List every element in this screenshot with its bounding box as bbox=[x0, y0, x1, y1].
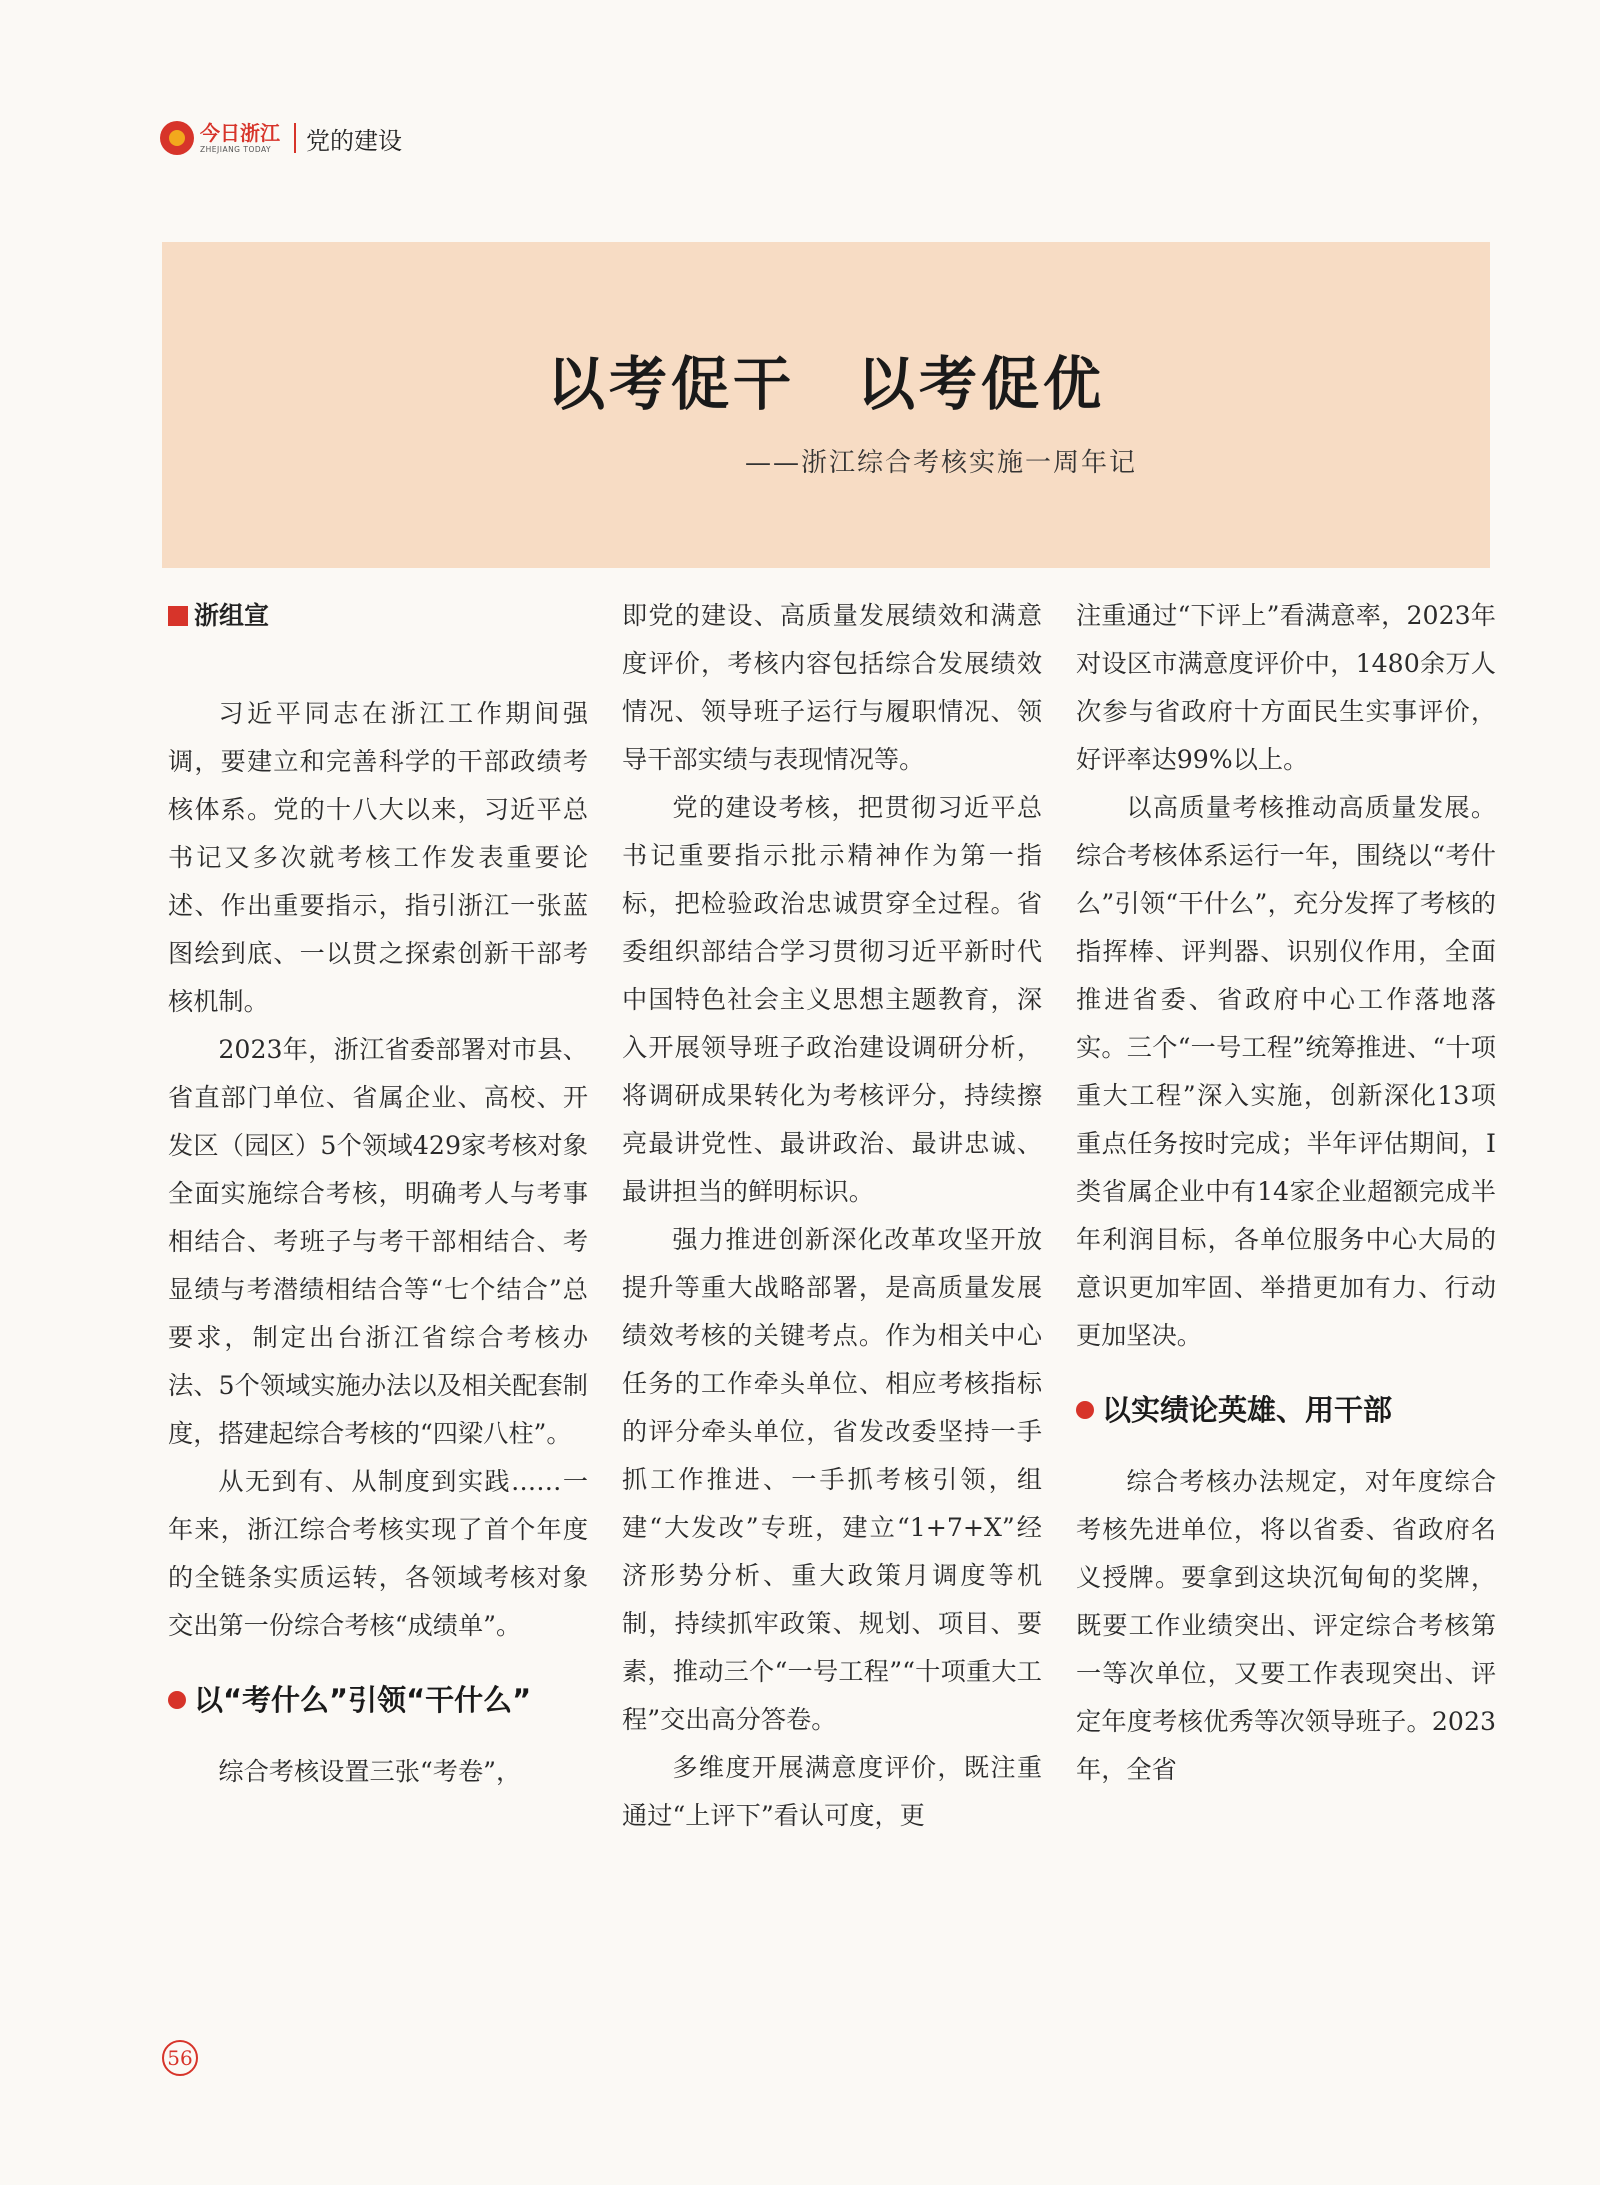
red-square-icon bbox=[168, 606, 188, 626]
paragraph: 2023年，浙江省委部署对市县、省直部门单位、省属企业、高校、开发区（园区）5个领域429家考核对象全面实施综合考核，明确考人与考事相结合、考班子与考干部相结合、考显绩与考潜绩相结合等“七个结合”总要求，制定出台浙江省综合考核办法、5个领域实施办法以及相关配套制度，搭建起综合考核的“四梁八柱”。 bbox=[168, 1035, 588, 1448]
byline bbox=[168, 592, 588, 640]
paragraph: 党的建设考核，把贯彻习近平总书记重要指示批示精神作为第一指标，把检验政治忠诚贯穿全过程。省委组织部结合学习贯彻习近平新时代中国特色社会主义思想主题教育，深入开展领导班子政治建设调研分析，将调研成果转化为考核评分，持续擦亮最讲党性、最讲政治、最讲忠诚、最讲担当的鲜明标识。 bbox=[622, 793, 1042, 1206]
magazine-logo bbox=[160, 121, 280, 155]
header-divider bbox=[294, 123, 296, 153]
byline-text: 浙组宣 bbox=[194, 601, 270, 630]
red-dot-icon bbox=[168, 1691, 186, 1709]
article-subtitle: ——浙江综合考核实施一周年记 bbox=[744, 448, 1137, 478]
paragraph: 即党的建设、高质量发展绩效和满意度评价，考核内容包括综合发展绩效情况、领导班子运行与履职情况、领导干部实绩与表现情况等。 bbox=[622, 601, 1042, 774]
paragraph: 强力推进创新深化改革攻坚开放提升等重大战略部署，是高质量发展绩效考核的关键考点。作为相关中心任务的工作牵头单位、相应考核指标的评分牵头单位，省发改委坚持一手抓工作推进、一手抓考核引领，组建“大发改”专班，建立“1+7+X”经济形势分析、重大政策月调度等机制，持续抓牢政策、规划、项目、要素，推动三个“一号工程”“十项重大工程”交出高分答卷。 bbox=[622, 1225, 1042, 1734]
paragraph: 综合考核设置三张“考卷”， bbox=[218, 1757, 522, 1786]
column-1 bbox=[168, 592, 588, 1796]
paragraph: 多维度开展满意度评价，既注重通过“上评下”看认可度，更 bbox=[622, 1753, 1042, 1830]
logo-english: ZHEJIANG TODAY bbox=[200, 144, 272, 154]
page-number: 56 bbox=[162, 2040, 198, 2076]
column-2 bbox=[622, 592, 1042, 1840]
logo-chinese: 今日浙江 bbox=[200, 120, 280, 145]
paragraph: 注重通过“下评上”看满意率，2023年对设区市满意度评价中，1480余万人次参与省政府十方面民生实事评价，好评率达99%以上。 bbox=[1076, 601, 1496, 774]
paragraph: 从无到有、从制度到实践……一年来，浙江综合考核实现了首个年度的全链条实质运转，各领域考核对象交出第一份综合考核“成绩单”。 bbox=[168, 1467, 588, 1640]
paragraph: 以高质量考核推动高质量发展。综合考核体系运行一年，围绕以“考什么”引领“干什么”，充分发挥了考核的指挥棒、评判器、识别仪作用，全面推进省委、省政府中心工作落地落实。三个“一号工程”统筹推进、“十项重大工程”深入实施，创新深化13项重点任务按时完成；半年评估期间，Ⅰ类省属企业中有14家企业超额完成半年利润目标，各单位服务中心大局的意识更加牢固、举措更加有力、行动更加坚决。 bbox=[1076, 793, 1496, 1350]
section-heading-text: 以“考什么”引领“干什么” bbox=[194, 1683, 532, 1717]
column-3 bbox=[1076, 592, 1496, 1794]
section-heading bbox=[1076, 1386, 1496, 1434]
red-dot-icon bbox=[1076, 1401, 1094, 1419]
paragraph: 习近平同志在浙江工作期间强调，要建立和完善科学的干部政绩考核体系。党的十八大以来，习近平总书记又多次就考核工作发表重要论述、作出重要指示，指引浙江一张蓝图绘到底、一以贯之探索创新干部考核机制。 bbox=[168, 699, 588, 1016]
section-heading bbox=[168, 1676, 588, 1724]
paragraph: 综合考核办法规定，对年度综合考核先进单位，将以省委、省政府名义授牌。要拿到这块沉甸甸的奖牌，既要工作业绩突出、评定综合考核第一等次单位，又要工作表现突出、评定年度考核优秀等次领导班子。2023年，全省 bbox=[1076, 1467, 1496, 1784]
title-band bbox=[162, 242, 1490, 568]
section-name: 党的建设 bbox=[306, 126, 402, 155]
page-header bbox=[160, 118, 402, 158]
article-title: 以考促干 以考促优 bbox=[546, 350, 1105, 418]
logo-sun-icon bbox=[160, 121, 194, 155]
section-heading-text: 以实绩论英雄、用干部 bbox=[1102, 1393, 1393, 1427]
